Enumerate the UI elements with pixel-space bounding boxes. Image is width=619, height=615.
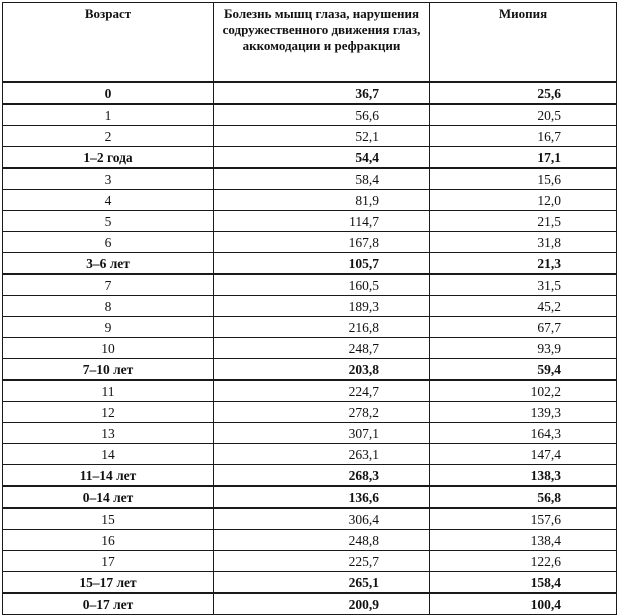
cell-myopia-rate bbox=[430, 147, 617, 169]
cell-age: 15–17 лет bbox=[3, 572, 214, 594]
cell-disease-value: 114,7 bbox=[349, 213, 379, 229]
table-row bbox=[3, 444, 617, 465]
cell-disease-rate bbox=[214, 104, 430, 126]
cell-disease-value: 81,9 bbox=[355, 192, 379, 208]
cell-myopia-value: 102,2 bbox=[530, 383, 561, 399]
cell-myopia-rate bbox=[430, 274, 617, 296]
cell-myopia-rate bbox=[430, 232, 617, 253]
cell-myopia-value: 21,5 bbox=[537, 213, 561, 229]
cell-age: 11–14 лет bbox=[3, 465, 214, 487]
cell-disease-rate bbox=[214, 380, 430, 402]
cell-disease-value: 105,7 bbox=[348, 255, 379, 271]
cell-myopia-value: 31,5 bbox=[537, 277, 561, 293]
cell-myopia-rate bbox=[430, 593, 617, 615]
table-row bbox=[3, 530, 617, 551]
cell-age: 5 bbox=[3, 211, 214, 232]
cell-age: 11 bbox=[3, 380, 214, 402]
cell-myopia-value: 15,6 bbox=[537, 171, 561, 187]
cell-myopia-rate bbox=[430, 338, 617, 359]
table-row bbox=[3, 551, 617, 572]
table-row bbox=[3, 465, 617, 487]
cell-myopia-value: 158,4 bbox=[530, 574, 561, 590]
cell-myopia-rate bbox=[430, 296, 617, 317]
cell-disease-value: 167,8 bbox=[348, 234, 379, 250]
cell-myopia-rate bbox=[430, 402, 617, 423]
table-row bbox=[3, 338, 617, 359]
cell-myopia-rate bbox=[430, 465, 617, 487]
cell-myopia-value: 59,4 bbox=[537, 361, 561, 377]
cell-disease-value: 136,6 bbox=[348, 489, 379, 505]
header-age: Возраст bbox=[3, 3, 214, 83]
table-row bbox=[3, 253, 617, 275]
cell-disease-rate bbox=[214, 274, 430, 296]
table-row bbox=[3, 168, 617, 190]
cell-myopia-value: 122,6 bbox=[530, 553, 561, 569]
cell-myopia-value: 157,6 bbox=[530, 511, 561, 527]
table-row bbox=[3, 317, 617, 338]
cell-myopia-value: 138,3 bbox=[530, 467, 561, 483]
cell-age: 0–17 лет bbox=[3, 593, 214, 615]
table-row bbox=[3, 126, 617, 147]
cell-disease-value: 56,6 bbox=[355, 107, 379, 123]
cell-disease-value: 189,3 bbox=[348, 298, 379, 314]
table-row bbox=[3, 104, 617, 126]
cell-myopia-value: 25,6 bbox=[537, 85, 561, 101]
cell-disease-rate bbox=[214, 486, 430, 508]
cell-myopia-value: 93,9 bbox=[537, 340, 561, 356]
header-myopia: Миопия bbox=[430, 3, 617, 83]
cell-disease-value: 278,2 bbox=[348, 404, 379, 420]
cell-myopia-value: 16,7 bbox=[537, 128, 561, 144]
cell-disease-rate bbox=[214, 190, 430, 211]
cell-disease-rate bbox=[214, 593, 430, 615]
cell-age: 17 bbox=[3, 551, 214, 572]
cell-disease-value: 36,7 bbox=[355, 85, 379, 101]
cell-myopia-rate bbox=[430, 126, 617, 147]
cell-myopia-rate bbox=[430, 168, 617, 190]
cell-age: 0–14 лет bbox=[3, 486, 214, 508]
cell-myopia-rate bbox=[430, 211, 617, 232]
cell-myopia-rate bbox=[430, 380, 617, 402]
table-row bbox=[3, 211, 617, 232]
cell-disease-rate bbox=[214, 253, 430, 275]
table-row bbox=[3, 593, 617, 615]
table-body bbox=[3, 82, 617, 615]
cell-myopia-rate bbox=[430, 190, 617, 211]
cell-myopia-value: 147,4 bbox=[530, 446, 561, 462]
cell-age: 16 bbox=[3, 530, 214, 551]
cell-disease-rate bbox=[214, 168, 430, 190]
cell-age: 6 bbox=[3, 232, 214, 253]
table-row bbox=[3, 572, 617, 594]
cell-myopia-value: 138,4 bbox=[530, 532, 561, 548]
table-header-row bbox=[3, 3, 617, 83]
cell-myopia-rate bbox=[430, 508, 617, 530]
table-row bbox=[3, 508, 617, 530]
table-row bbox=[3, 423, 617, 444]
cell-disease-rate bbox=[214, 444, 430, 465]
cell-disease-rate bbox=[214, 126, 430, 147]
cell-myopia-rate bbox=[430, 423, 617, 444]
cell-age: 9 bbox=[3, 317, 214, 338]
cell-myopia-rate bbox=[430, 444, 617, 465]
cell-age: 1–2 года bbox=[3, 147, 214, 169]
cell-disease-rate bbox=[214, 508, 430, 530]
cell-myopia-rate bbox=[430, 551, 617, 572]
cell-disease-rate bbox=[214, 211, 430, 232]
cell-myopia-rate bbox=[430, 317, 617, 338]
cell-age: 15 bbox=[3, 508, 214, 530]
cell-disease-value: 52,1 bbox=[355, 128, 379, 144]
cell-disease-rate bbox=[214, 296, 430, 317]
cell-disease-rate bbox=[214, 423, 430, 444]
table-row bbox=[3, 380, 617, 402]
cell-age: 3–6 лет bbox=[3, 253, 214, 275]
cell-disease-rate bbox=[214, 232, 430, 253]
cell-myopia-rate bbox=[430, 530, 617, 551]
cell-age: 12 bbox=[3, 402, 214, 423]
cell-age: 7–10 лет bbox=[3, 359, 214, 381]
cell-disease-value: 200,9 bbox=[348, 596, 379, 612]
cell-age: 13 bbox=[3, 423, 214, 444]
cell-myopia-value: 17,1 bbox=[537, 149, 561, 165]
cell-myopia-value: 100,4 bbox=[530, 596, 561, 612]
cell-age: 14 bbox=[3, 444, 214, 465]
table-row bbox=[3, 147, 617, 169]
cell-myopia-value: 12,0 bbox=[537, 192, 561, 208]
cell-age: 1 bbox=[3, 104, 214, 126]
cell-myopia-value: 67,7 bbox=[537, 319, 561, 335]
cell-disease-value: 268,3 bbox=[348, 467, 379, 483]
cell-myopia-rate bbox=[430, 82, 617, 104]
cell-disease-rate bbox=[214, 465, 430, 487]
cell-myopia-rate bbox=[430, 486, 617, 508]
cell-myopia-value: 21,3 bbox=[537, 255, 561, 271]
cell-disease-rate bbox=[214, 338, 430, 359]
cell-age: 3 bbox=[3, 168, 214, 190]
table-row bbox=[3, 359, 617, 381]
cell-myopia-value: 31,8 bbox=[537, 234, 561, 250]
table-row bbox=[3, 274, 617, 296]
cell-disease-value: 248,7 bbox=[348, 340, 379, 356]
cell-disease-rate bbox=[214, 530, 430, 551]
cell-disease-value: 307,1 bbox=[348, 425, 379, 441]
cell-age: 4 bbox=[3, 190, 214, 211]
cell-disease-rate bbox=[214, 551, 430, 572]
cell-disease-value: 248,8 bbox=[348, 532, 379, 548]
cell-disease-value: 160,5 bbox=[348, 277, 379, 293]
cell-age: 0 bbox=[3, 82, 214, 104]
cell-age: 7 bbox=[3, 274, 214, 296]
cell-age: 10 bbox=[3, 338, 214, 359]
table-row bbox=[3, 296, 617, 317]
table-row bbox=[3, 82, 617, 104]
cell-disease-value: 225,7 bbox=[348, 553, 379, 569]
cell-disease-rate bbox=[214, 572, 430, 594]
cell-myopia-rate bbox=[430, 359, 617, 381]
cell-age: 2 bbox=[3, 126, 214, 147]
cell-myopia-rate bbox=[430, 253, 617, 275]
cell-disease-rate bbox=[214, 147, 430, 169]
cell-disease-value: 263,1 bbox=[348, 446, 379, 462]
table-row bbox=[3, 190, 617, 211]
cell-disease-value: 224,7 bbox=[348, 383, 379, 399]
cell-myopia-rate bbox=[430, 572, 617, 594]
header-disease: Болезнь мышц глаза, нарушения содружественного движения глаз, аккомодации и рефракции bbox=[214, 3, 430, 83]
cell-disease-value: 203,8 bbox=[348, 361, 379, 377]
cell-disease-value: 265,1 bbox=[348, 574, 379, 590]
cell-disease-value: 58,4 bbox=[355, 171, 379, 187]
cell-myopia-value: 56,8 bbox=[537, 489, 561, 505]
cell-myopia-value: 20,5 bbox=[537, 107, 561, 123]
cell-disease-value: 306,4 bbox=[348, 511, 379, 527]
table-row bbox=[3, 402, 617, 423]
table-row bbox=[3, 486, 617, 508]
cell-disease-rate bbox=[214, 402, 430, 423]
cell-myopia-value: 139,3 bbox=[530, 404, 561, 420]
cell-disease-rate bbox=[214, 82, 430, 104]
cell-disease-rate bbox=[214, 317, 430, 338]
table-row bbox=[3, 232, 617, 253]
cell-myopia-value: 164,3 bbox=[530, 425, 561, 441]
cell-myopia-value: 45,2 bbox=[537, 298, 561, 314]
cell-age: 8 bbox=[3, 296, 214, 317]
cell-disease-value: 216,8 bbox=[348, 319, 379, 335]
cell-myopia-rate bbox=[430, 104, 617, 126]
cell-disease-rate bbox=[214, 359, 430, 381]
cell-disease-value: 54,4 bbox=[355, 149, 379, 165]
incidence-table bbox=[2, 2, 617, 615]
